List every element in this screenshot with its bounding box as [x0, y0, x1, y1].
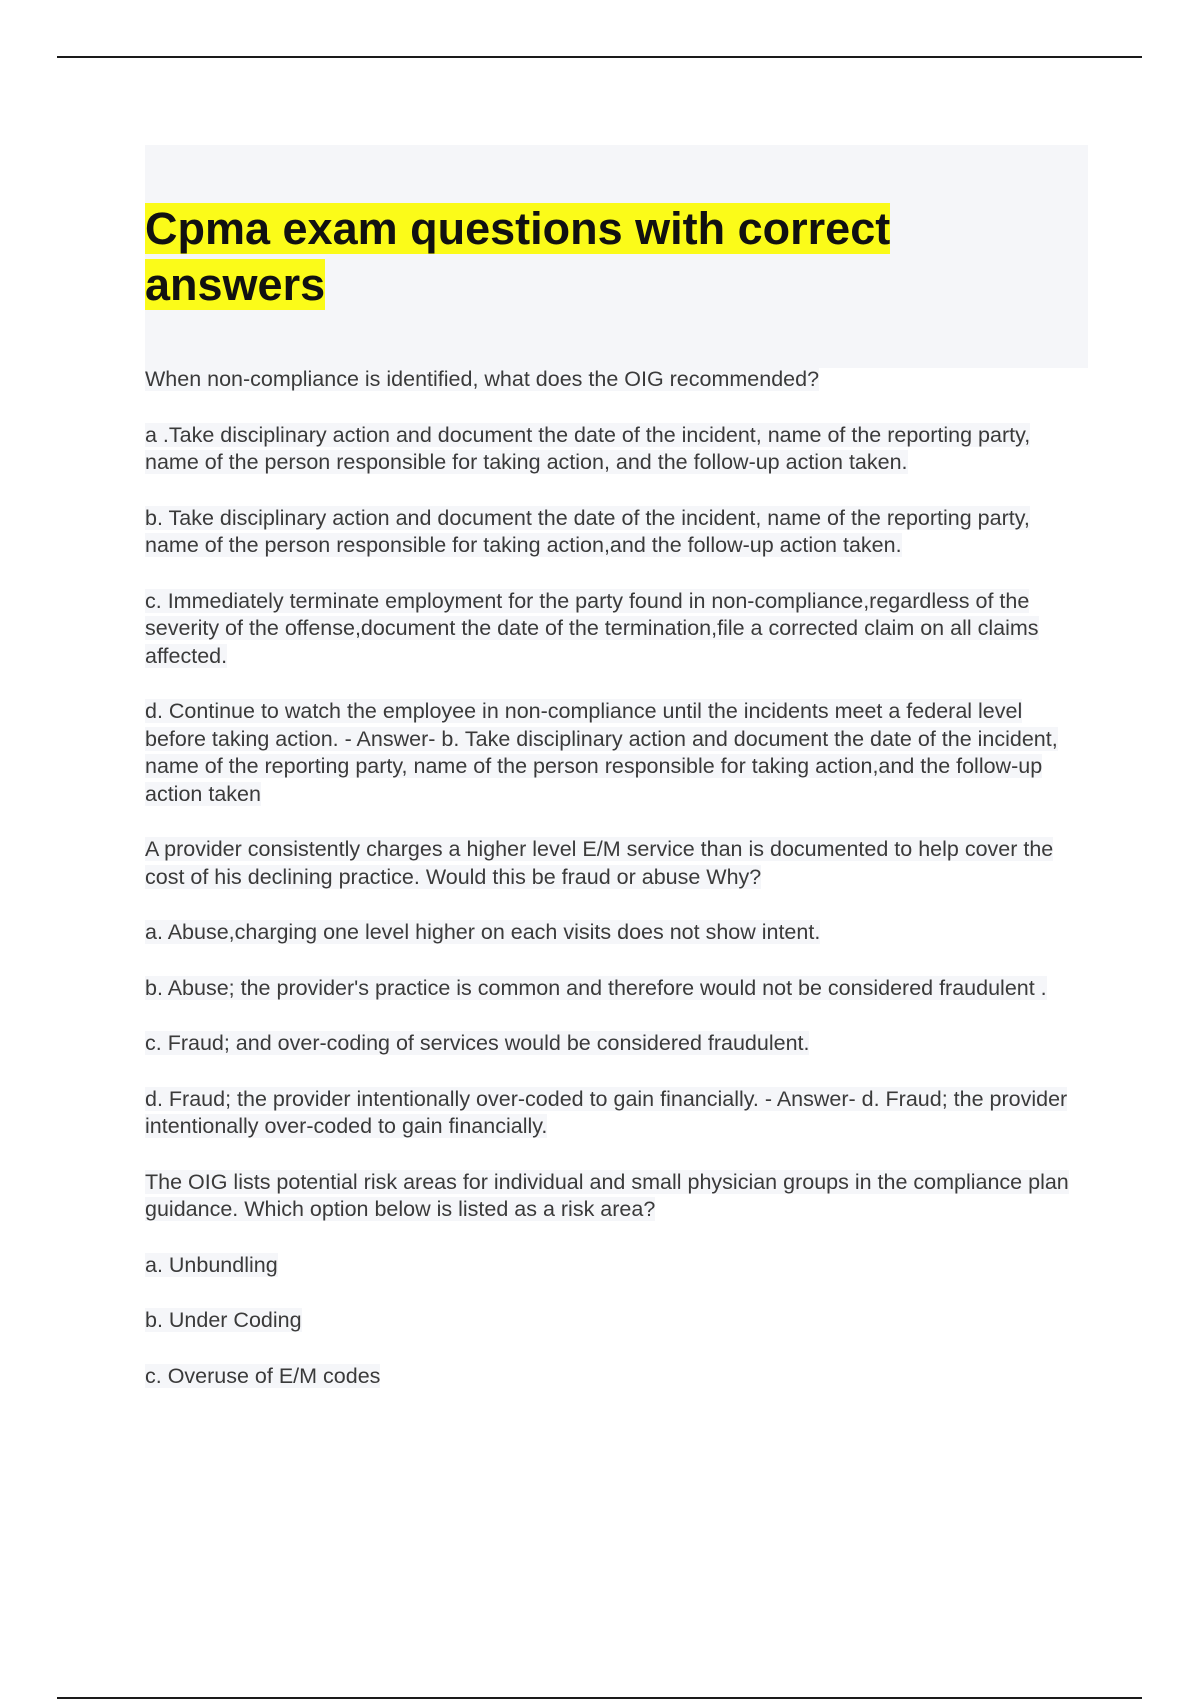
question-2-option-a: a. Abuse,charging one level higher on each visits does not show intent.: [145, 920, 821, 944]
question-1-option-a: a .Take disciplinary action and document the date of the incident, name of the reporting party, name of the person responsible for taking action, and the follow-up action taken.: [145, 422, 1031, 474]
document-body: [145, 366, 1085, 1418]
top-rule: [57, 56, 1142, 58]
question-1-option-d-answer: d. Continue to watch the employee in non-compliance until the incidents meet a federal level before taking action. - Answer- b. Take disciplinary action and document the date of the incident, name of the reporting party, name of the person responsible for taking action,and the follow-up action taken: [145, 699, 1058, 806]
question-3-option-b: b. Under Coding: [145, 1308, 302, 1332]
title-block: [145, 145, 1088, 368]
question-1-text: When non-compliance is identified, what does the OIG recommended?: [145, 367, 820, 391]
question-3-text: The OIG lists potential risk areas for individual and small physician groups in the compliance plan guidance. Which option below is listed as a risk area?: [145, 1169, 1069, 1221]
question-2-option-b: b. Abuse; the provider's practice is common and therefore would not be considered fraudulent .: [145, 975, 1047, 1000]
question-2-option-c: c. Fraud; and over-coding of services would be considered fraudulent.: [145, 1031, 810, 1055]
bottom-rule: [57, 1697, 1142, 1699]
question-3-option-c: c. Overuse of E/M codes: [145, 1363, 381, 1388]
question-3-option-a: a. Unbundling: [145, 1252, 278, 1277]
question-2-text: A provider consistently charges a higher level E/M service than is documented to help cover the cost of his declining practice. Would this be fraud or abuse Why?: [145, 837, 1054, 889]
question-1-option-b: b. Take disciplinary action and document the date of the incident, name of the reporting party, name of the person responsible for taking action,and the follow-up action taken.: [145, 505, 1030, 557]
document-title: Cpma exam questions with correct answers: [145, 203, 891, 310]
question-2-option-d-answer: d. Fraud; the provider intentionally over-coded to gain financially. - Answer- d. Fraud; the provider intentionally over-coded to gain financially.: [145, 1086, 1068, 1138]
question-1-option-c: c. Immediately terminate employment for the party found in non-compliance,regardless of the severity of the offense,document the date of the termination,file a corrected claim on all claims affected.: [145, 588, 1039, 668]
